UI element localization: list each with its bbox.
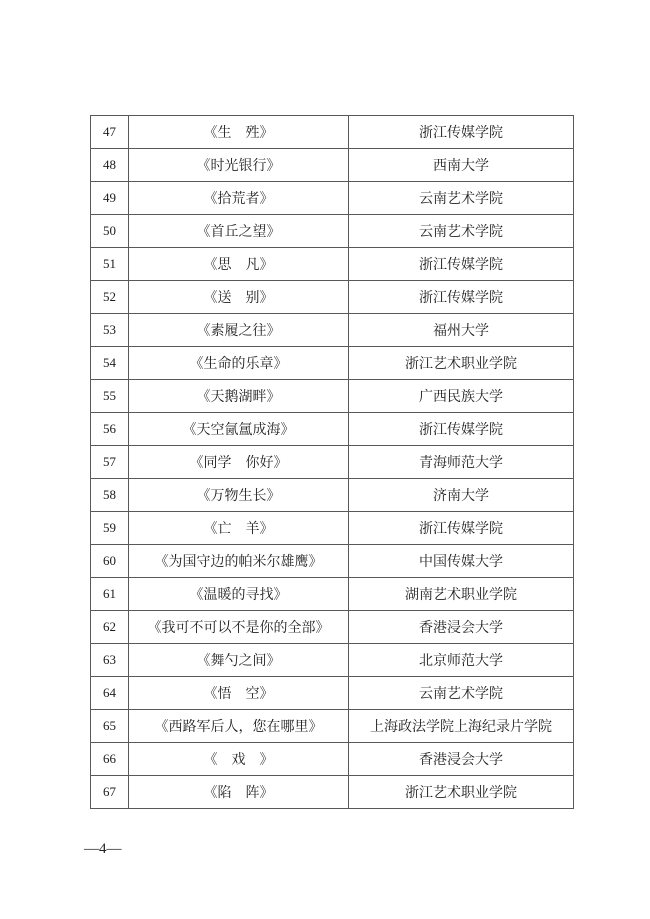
work-title: 《拾荒者》 [129,182,349,215]
table-row [91,413,574,446]
work-title: 《思 凡》 [129,248,349,281]
work-title: 《素履之往》 [129,314,349,347]
school-name: 香港浸会大学 [349,611,574,644]
table-row [91,479,574,512]
row-number: 60 [91,545,129,578]
work-title: 《悟 空》 [129,677,349,710]
school-name: 青海师范大学 [349,446,574,479]
work-title: 《西路军后人，您在哪里》 [129,710,349,743]
school-name: 浙江艺术职业学院 [349,776,574,809]
work-title: 《我可不可以不是你的全部》 [129,611,349,644]
row-number: 65 [91,710,129,743]
work-title: 《为国守边的帕米尔雄鹰》 [129,545,349,578]
row-number: 67 [91,776,129,809]
row-number: 50 [91,215,129,248]
school-name: 湖南艺术职业学院 [349,578,574,611]
row-number: 61 [91,578,129,611]
table-row [91,248,574,281]
work-title: 《舞勺之间》 [129,644,349,677]
page-number: —4— [84,841,122,857]
table-row [91,182,574,215]
school-name: 济南大学 [349,479,574,512]
school-name: 浙江传媒学院 [349,248,574,281]
work-title: 《温暖的寻找》 [129,578,349,611]
work-title: 《生命的乐章》 [129,347,349,380]
work-title: 《时光银行》 [129,149,349,182]
row-number: 58 [91,479,129,512]
work-title: 《陷 阵》 [129,776,349,809]
work-title: 《亡 羊》 [129,512,349,545]
table-row [91,743,574,776]
table-row [91,512,574,545]
work-title: 《天空氤氲成海》 [129,413,349,446]
table-row [91,644,574,677]
school-name: 云南艺术学院 [349,677,574,710]
row-number: 54 [91,347,129,380]
school-name: 西南大学 [349,149,574,182]
row-number: 57 [91,446,129,479]
school-name: 浙江传媒学院 [349,116,574,149]
row-number: 56 [91,413,129,446]
school-name: 浙江传媒学院 [349,413,574,446]
school-name: 浙江艺术职业学院 [349,347,574,380]
row-number: 47 [91,116,129,149]
row-number: 55 [91,380,129,413]
table-row [91,380,574,413]
table-row [91,578,574,611]
row-number: 52 [91,281,129,314]
row-number: 59 [91,512,129,545]
school-name: 浙江传媒学院 [349,281,574,314]
table-row [91,545,574,578]
row-number: 64 [91,677,129,710]
work-title: 《送 别》 [129,281,349,314]
table-row [91,314,574,347]
school-name: 北京师范大学 [349,644,574,677]
table-row [91,611,574,644]
work-title: 《 戏 》 [129,743,349,776]
work-title: 《同学 你好》 [129,446,349,479]
row-number: 49 [91,182,129,215]
table-row [91,776,574,809]
row-number: 48 [91,149,129,182]
work-title: 《生 殅》 [129,116,349,149]
row-number: 53 [91,314,129,347]
table-row [91,347,574,380]
school-name: 云南艺术学院 [349,215,574,248]
school-name: 上海政法学院上海纪录片学院 [349,710,574,743]
row-number: 51 [91,248,129,281]
table-row [91,677,574,710]
school-name: 浙江传媒学院 [349,512,574,545]
school-name: 福州大学 [349,314,574,347]
entries-table [90,115,574,809]
table-row [91,116,574,149]
school-name: 广西民族大学 [349,380,574,413]
table-row [91,149,574,182]
row-number: 66 [91,743,129,776]
school-name: 云南艺术学院 [349,182,574,215]
entries-table-body [91,116,574,809]
table-row [91,710,574,743]
row-number: 62 [91,611,129,644]
table-row [91,446,574,479]
school-name: 中国传媒大学 [349,545,574,578]
table-row [91,281,574,314]
work-title: 《天鹅湖畔》 [129,380,349,413]
school-name: 香港浸会大学 [349,743,574,776]
table-row [91,215,574,248]
row-number: 63 [91,644,129,677]
work-title: 《万物生长》 [129,479,349,512]
work-title: 《首丘之望》 [129,215,349,248]
